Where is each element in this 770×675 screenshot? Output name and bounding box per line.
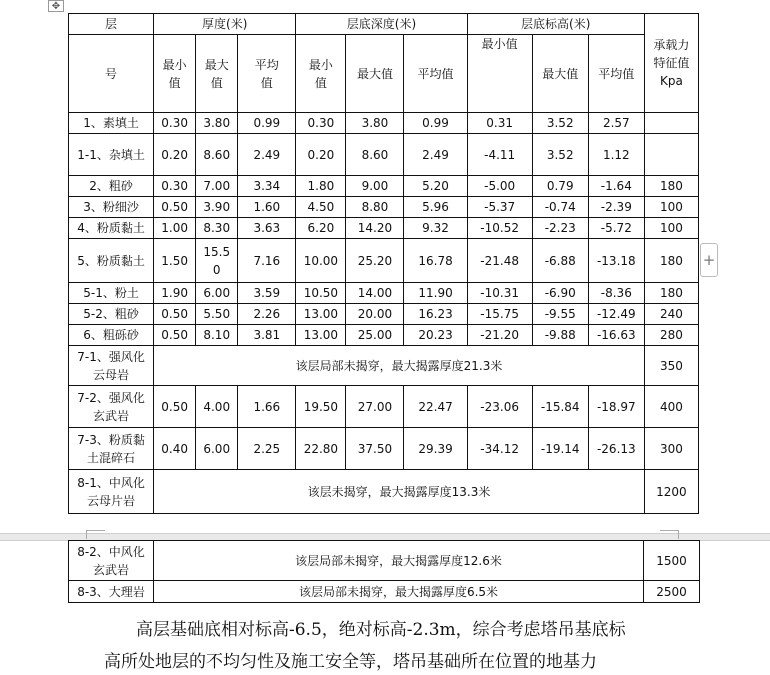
value-cell-e-min: -15.75 [467, 304, 532, 325]
value-cell-t-avg: 0.99 [238, 113, 296, 134]
value-cell-e-avg: -13.18 [588, 239, 644, 283]
header-e-max: 最大值 [532, 35, 588, 113]
table-row [69, 239, 699, 283]
value-cell-e-avg: -2.39 [588, 197, 644, 218]
value-cell-d-avg: 5.96 [404, 197, 467, 218]
value-cell-t-min: 0.50 [154, 386, 196, 428]
value-cell-e-max: 3.52 [532, 113, 588, 134]
bearing-cell: 100 [644, 197, 698, 218]
value-cell-e-avg: 1.12 [588, 134, 644, 176]
bearing-cell: 350 [644, 346, 698, 386]
header-depth: 层底深度(米) [296, 14, 467, 35]
layer-name-cell: 5、粉质黏土 [69, 239, 154, 283]
value-cell-d-avg: 0.99 [404, 113, 467, 134]
value-cell-e-min: -4.11 [467, 134, 532, 176]
value-cell-t-min: 1.90 [154, 283, 196, 304]
value-cell-d-avg: 9.32 [404, 218, 467, 239]
table-row [69, 470, 699, 514]
table-row [69, 176, 699, 197]
value-cell-e-avg: -26.13 [588, 428, 644, 470]
value-cell-t-avg: 2.49 [238, 134, 296, 176]
add-column-plus-icon[interactable]: + [700, 243, 718, 277]
header-bearing: 承载力特征值Kpa [644, 14, 698, 113]
layer-name-cell: 6、粗砾砂 [69, 325, 154, 346]
value-cell-d-min: 13.00 [296, 304, 346, 325]
value-cell-e-max: -9.55 [532, 304, 588, 325]
value-cell-t-avg: 3.59 [238, 283, 296, 304]
header-d-min: 最小值 [296, 35, 346, 113]
value-cell-d-max: 20.00 [346, 304, 404, 325]
table-row [69, 581, 700, 603]
value-cell-d-min: 4.50 [296, 197, 346, 218]
value-cell-d-max: 8.60 [346, 134, 404, 176]
value-cell-d-max: 3.80 [346, 113, 404, 134]
value-cell-t-max: 8.30 [196, 218, 238, 239]
value-cell-t-min: 0.30 [154, 176, 196, 197]
value-cell-d-min: 13.00 [296, 325, 346, 346]
bearing-cell: 1200 [644, 470, 698, 514]
header-e-avg: 平均值 [588, 35, 644, 113]
value-cell-e-max: -19.14 [532, 428, 588, 470]
value-cell-t-max: 4.00 [196, 386, 238, 428]
value-cell-d-avg: 2.49 [404, 134, 467, 176]
merged-note-cell: 该层局部未揭穿，最大揭露厚度12.6米 [154, 541, 644, 581]
layer-name-cell: 8-2、中风化玄武岩 [69, 541, 154, 581]
value-cell-d-avg: 16.23 [404, 304, 467, 325]
value-cell-e-min: -10.52 [467, 218, 532, 239]
value-cell-t-min: 0.20 [154, 134, 196, 176]
value-cell-e-max: -15.84 [532, 386, 588, 428]
value-cell-e-min: -23.06 [467, 386, 532, 428]
value-cell-e-min: -5.37 [467, 197, 532, 218]
value-cell-e-avg: -1.64 [588, 176, 644, 197]
value-cell-d-avg: 11.90 [404, 283, 467, 304]
value-cell-d-max: 14.20 [346, 218, 404, 239]
table-row [69, 386, 699, 428]
value-cell-d-min: 0.30 [296, 113, 346, 134]
value-cell-e-min: -21.48 [467, 239, 532, 283]
value-cell-t-avg: 3.34 [238, 176, 296, 197]
bearing-cell: 280 [644, 325, 698, 346]
value-cell-t-avg: 1.60 [238, 197, 296, 218]
layer-name-cell: 5-1、粉土 [69, 283, 154, 304]
value-cell-e-max: -6.90 [532, 283, 588, 304]
bearing-cell: 400 [644, 386, 698, 428]
value-cell-e-max: 0.79 [532, 176, 588, 197]
bearing-cell: 300 [644, 428, 698, 470]
value-cell-t-max: 3.80 [196, 113, 238, 134]
layer-name-cell: 3、粉细沙 [69, 197, 154, 218]
page-corner-mark-right [660, 530, 679, 539]
value-cell-t-max: 7.00 [196, 176, 238, 197]
merged-note-cell: 该层局部未揭穿，最大揭露厚度21.3米 [154, 346, 645, 386]
value-cell-e-avg: -8.36 [588, 283, 644, 304]
header-t-max: 最大值 [196, 35, 238, 113]
bearing-cell [644, 113, 698, 134]
value-cell-t-max: 15.50 [196, 239, 238, 283]
value-cell-d-min: 10.00 [296, 239, 346, 283]
value-cell-t-min: 1.50 [154, 239, 196, 283]
table-row [69, 283, 699, 304]
value-cell-d-max: 9.00 [346, 176, 404, 197]
value-cell-t-min: 1.00 [154, 218, 196, 239]
value-cell-d-avg: 16.78 [404, 239, 467, 283]
merged-note-cell: 该层局部未揭穿，最大揭露厚度6.5米 [154, 581, 644, 603]
value-cell-d-min: 22.80 [296, 428, 346, 470]
bearing-cell: 100 [644, 218, 698, 239]
table-row [69, 113, 699, 134]
value-cell-e-avg: -16.63 [588, 325, 644, 346]
header-d-avg: 平均值 [404, 35, 467, 113]
bearing-cell [644, 134, 698, 176]
value-cell-t-max: 8.10 [196, 325, 238, 346]
table-row [69, 134, 699, 176]
value-cell-d-min: 19.50 [296, 386, 346, 428]
value-cell-e-max: -9.88 [532, 325, 588, 346]
bearing-cell: 240 [644, 304, 698, 325]
header-thickness: 厚度(米) [154, 14, 296, 35]
value-cell-d-max: 37.50 [346, 428, 404, 470]
layer-name-cell: 1、素填土 [69, 113, 154, 134]
layer-name-cell: 4、粉质黏土 [69, 218, 154, 239]
value-cell-t-max: 8.60 [196, 134, 238, 176]
value-cell-t-min: 0.40 [154, 428, 196, 470]
merged-note-cell: 该层未揭穿，最大揭露厚度13.3米 [154, 470, 645, 514]
soil-layer-table [68, 13, 699, 514]
layer-name-cell: 8-3、大理岩 [69, 581, 154, 603]
value-cell-e-avg: -18.97 [588, 386, 644, 428]
soil-layer-table-continued [68, 540, 700, 603]
value-cell-t-min: 0.30 [154, 113, 196, 134]
value-cell-e-min: -5.00 [467, 176, 532, 197]
bearing-cell: 180 [644, 239, 698, 283]
value-cell-d-max: 27.00 [346, 386, 404, 428]
table-row [69, 346, 699, 386]
value-cell-d-min: 10.50 [296, 283, 346, 304]
value-cell-t-avg: 3.81 [238, 325, 296, 346]
value-cell-e-min: 0.31 [467, 113, 532, 134]
table-row [69, 325, 699, 346]
table-row [69, 541, 700, 581]
layer-name-cell: 7-3、粉质黏土混碎石 [69, 428, 154, 470]
value-cell-t-max: 6.00 [196, 428, 238, 470]
layer-name-cell: 8-1、中风化云母片岩 [69, 470, 154, 514]
value-cell-t-max: 6.00 [196, 283, 238, 304]
value-cell-d-min: 6.20 [296, 218, 346, 239]
table-row [69, 218, 699, 239]
layer-name-cell: 1-1、杂填土 [69, 134, 154, 176]
value-cell-t-avg: 3.63 [238, 218, 296, 239]
value-cell-e-min: -10.31 [467, 283, 532, 304]
value-cell-d-min: 0.20 [296, 134, 346, 176]
value-cell-d-avg: 5.20 [404, 176, 467, 197]
value-cell-t-min: 0.50 [154, 304, 196, 325]
bearing-cell: 180 [644, 283, 698, 304]
table-row [69, 428, 699, 470]
value-cell-e-max: -0.74 [532, 197, 588, 218]
layer-name-cell: 7-2、强风化玄武岩 [69, 386, 154, 428]
value-cell-d-max: 25.20 [346, 239, 404, 283]
value-cell-e-max: 3.52 [532, 134, 588, 176]
value-cell-e-avg: -12.49 [588, 304, 644, 325]
value-cell-t-max: 5.50 [196, 304, 238, 325]
header-layer-no: 号 [69, 35, 154, 113]
value-cell-t-min: 0.50 [154, 197, 196, 218]
header-t-avg: 平均值 [238, 35, 296, 113]
value-cell-d-max: 25.00 [346, 325, 404, 346]
value-cell-d-avg: 20.23 [404, 325, 467, 346]
value-cell-e-min: -34.12 [467, 428, 532, 470]
value-cell-d-avg: 29.39 [404, 428, 467, 470]
value-cell-e-avg: 2.57 [588, 113, 644, 134]
value-cell-e-max: -2.23 [532, 218, 588, 239]
value-cell-t-avg: 2.26 [238, 304, 296, 325]
table-row [69, 197, 699, 218]
value-cell-e-min: -21.20 [467, 325, 532, 346]
value-cell-e-avg: -5.72 [588, 218, 644, 239]
paragraph-line-1: 高层基础底相对标高-6.5，绝对标高-2.3m，综合考虑塔吊基底标 [136, 620, 626, 640]
table-move-handle-icon[interactable]: ✥ [48, 0, 64, 12]
value-cell-e-max: -6.88 [532, 239, 588, 283]
layer-name-cell: 7-1、强风化云母岩 [69, 346, 154, 386]
value-cell-d-avg: 22.47 [404, 386, 467, 428]
paragraph-line-2: 高所处地层的不均匀性及施工安全等，塔吊基础所在位置的地基力 [104, 652, 597, 672]
bearing-cell: 180 [644, 176, 698, 197]
value-cell-d-max: 8.80 [346, 197, 404, 218]
layer-name-cell: 2、粗砂 [69, 176, 154, 197]
page-corner-mark-left [86, 530, 105, 539]
header-layer: 层 [69, 14, 154, 35]
table-row [69, 304, 699, 325]
value-cell-t-min: 0.50 [154, 325, 196, 346]
header-e-min: 最小值 [467, 35, 532, 113]
value-cell-t-avg: 1.66 [238, 386, 296, 428]
bearing-cell: 2500 [644, 581, 700, 603]
value-cell-t-avg: 2.25 [238, 428, 296, 470]
value-cell-t-avg: 7.16 [238, 239, 296, 283]
header-t-min: 最小值 [154, 35, 196, 113]
value-cell-t-max: 3.90 [196, 197, 238, 218]
value-cell-d-min: 1.80 [296, 176, 346, 197]
header-d-max: 最大值 [346, 35, 404, 113]
layer-name-cell: 5-2、粗砂 [69, 304, 154, 325]
header-elevation: 层底标高(米) [467, 14, 644, 35]
value-cell-d-max: 14.00 [346, 283, 404, 304]
bearing-cell: 1500 [644, 541, 700, 581]
